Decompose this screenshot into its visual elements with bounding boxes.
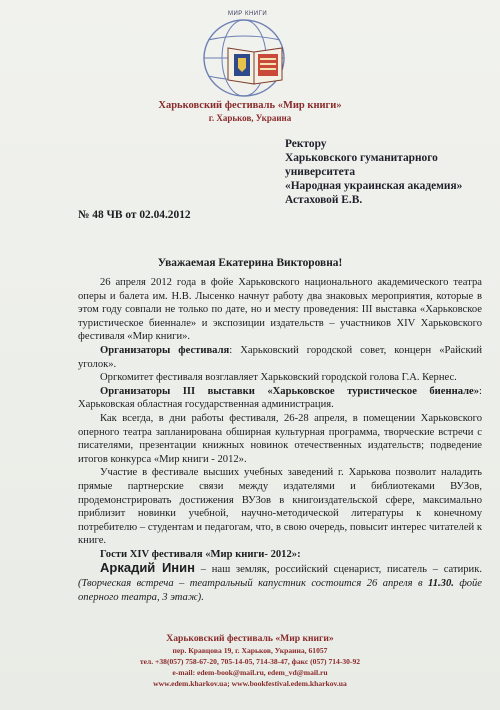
addressee-line: Астаховой Е.В. (285, 194, 363, 206)
guests-heading: Гости XIV фестиваля «Мир книги- 2012»: (100, 548, 301, 560)
paragraph-text: : Харьковская областная государственная администрация. (78, 385, 482, 411)
greeting: Уважаемая Екатерина Викторовна! (157, 257, 343, 269)
guest-entry (78, 561, 482, 604)
guest-note (78, 578, 482, 603)
footer-title: Харьковский фестиваль «Мир книги» (166, 633, 334, 644)
paragraph: Как всегда, в дни работы фестиваля, 26-28 апреля, в помещении Харьковского оперного театра запланирована обширная культурная программа, творческие встречи с писателями, презентации книжных новинок отечественных издательств; подведение итогов конкурса «Мир книги - 2012». (78, 412, 482, 465)
guest-note-text: (Творческая встреча – театральный капустник состоится 26 апреля в (78, 578, 428, 590)
paragraph: Оргкомитет фестиваля возглавляет Харьковский городской голова Г.А. Кернес. (100, 372, 457, 384)
document-number: № 48 ЧВ от 02.04.2012 (78, 209, 191, 221)
footer-emails: e-mail: edem-book@mail.ru, edem_vd@mail.ru (172, 668, 328, 677)
paragraph-text: : Харьковский городской совет, концерн «Райский уголок». (78, 344, 482, 370)
addressee-line: университета (285, 166, 356, 178)
guest-note-time: 11.30. (428, 578, 454, 590)
guest-name: Аркадий Инин (100, 560, 196, 576)
guest-note-text: фойе оперного театра, 3 этаж). (78, 578, 482, 603)
letterhead-footer (0, 632, 500, 689)
festival-city: г. Харьков, Украина (208, 113, 292, 123)
bold-lead: Организаторы III выставки «Харьковское туристическое биеннале» (100, 385, 480, 397)
addressee-line: «Народная украинская академия» (285, 180, 463, 192)
bold-lead: Организаторы фестиваля (100, 344, 230, 356)
addressee-line: Ректору (285, 138, 327, 150)
paragraph: Участие в фестивале высших учебных заведений г. Харькова позволит наладить прямые партнерские связи между издателями и библиотеками ВУЗов, продемонстрировать достижения ВУЗов в книгоиздательской сфере, максимально приблизит новинки учебной, научно-методической литературы к конечному потребителю – студентам и педагогам, что, в свою очередь, повысит интерес читателей к книге. (78, 467, 482, 547)
guest-description: – наш земляк, российский сценарист, писатель – сатирик. (195, 564, 483, 576)
festival-logo (198, 8, 302, 98)
addressee-block (285, 137, 462, 207)
letter-body (78, 276, 482, 604)
paragraph: 26 апреля 2012 года в фойе Харьковского национального академического театра оперы и балета им. Н.В. Лысенко начнут работу два знаковых мероприятия, которые в этом году совпали не только по дате, но и месту проведения: III выставка «Харьковское туристическое биеннале» и экспозиции издательств – участников XIV Харьковского фестиваля «Мир книги». (78, 277, 482, 343)
addressee-line: Харьковского гуманитарного (285, 152, 438, 164)
paragraph (78, 344, 482, 371)
logo-label: МИР КНИГИ (228, 11, 268, 17)
festival-name: Харьковский фестиваль «Мир книги» (158, 100, 342, 111)
paragraph (78, 385, 482, 412)
footer-address: пер. Кравцова 19, г. Харьков, Украина, 61057 (172, 646, 328, 655)
footer-phones: тел. +38(057) 758-67-20, 705-14-05, 714-38-47, факс (057) 714-30-92 (139, 657, 361, 666)
footer-websites: www.edem.kharkov.ua; www.bookfestival.edem.kharkov.ua (153, 679, 347, 688)
